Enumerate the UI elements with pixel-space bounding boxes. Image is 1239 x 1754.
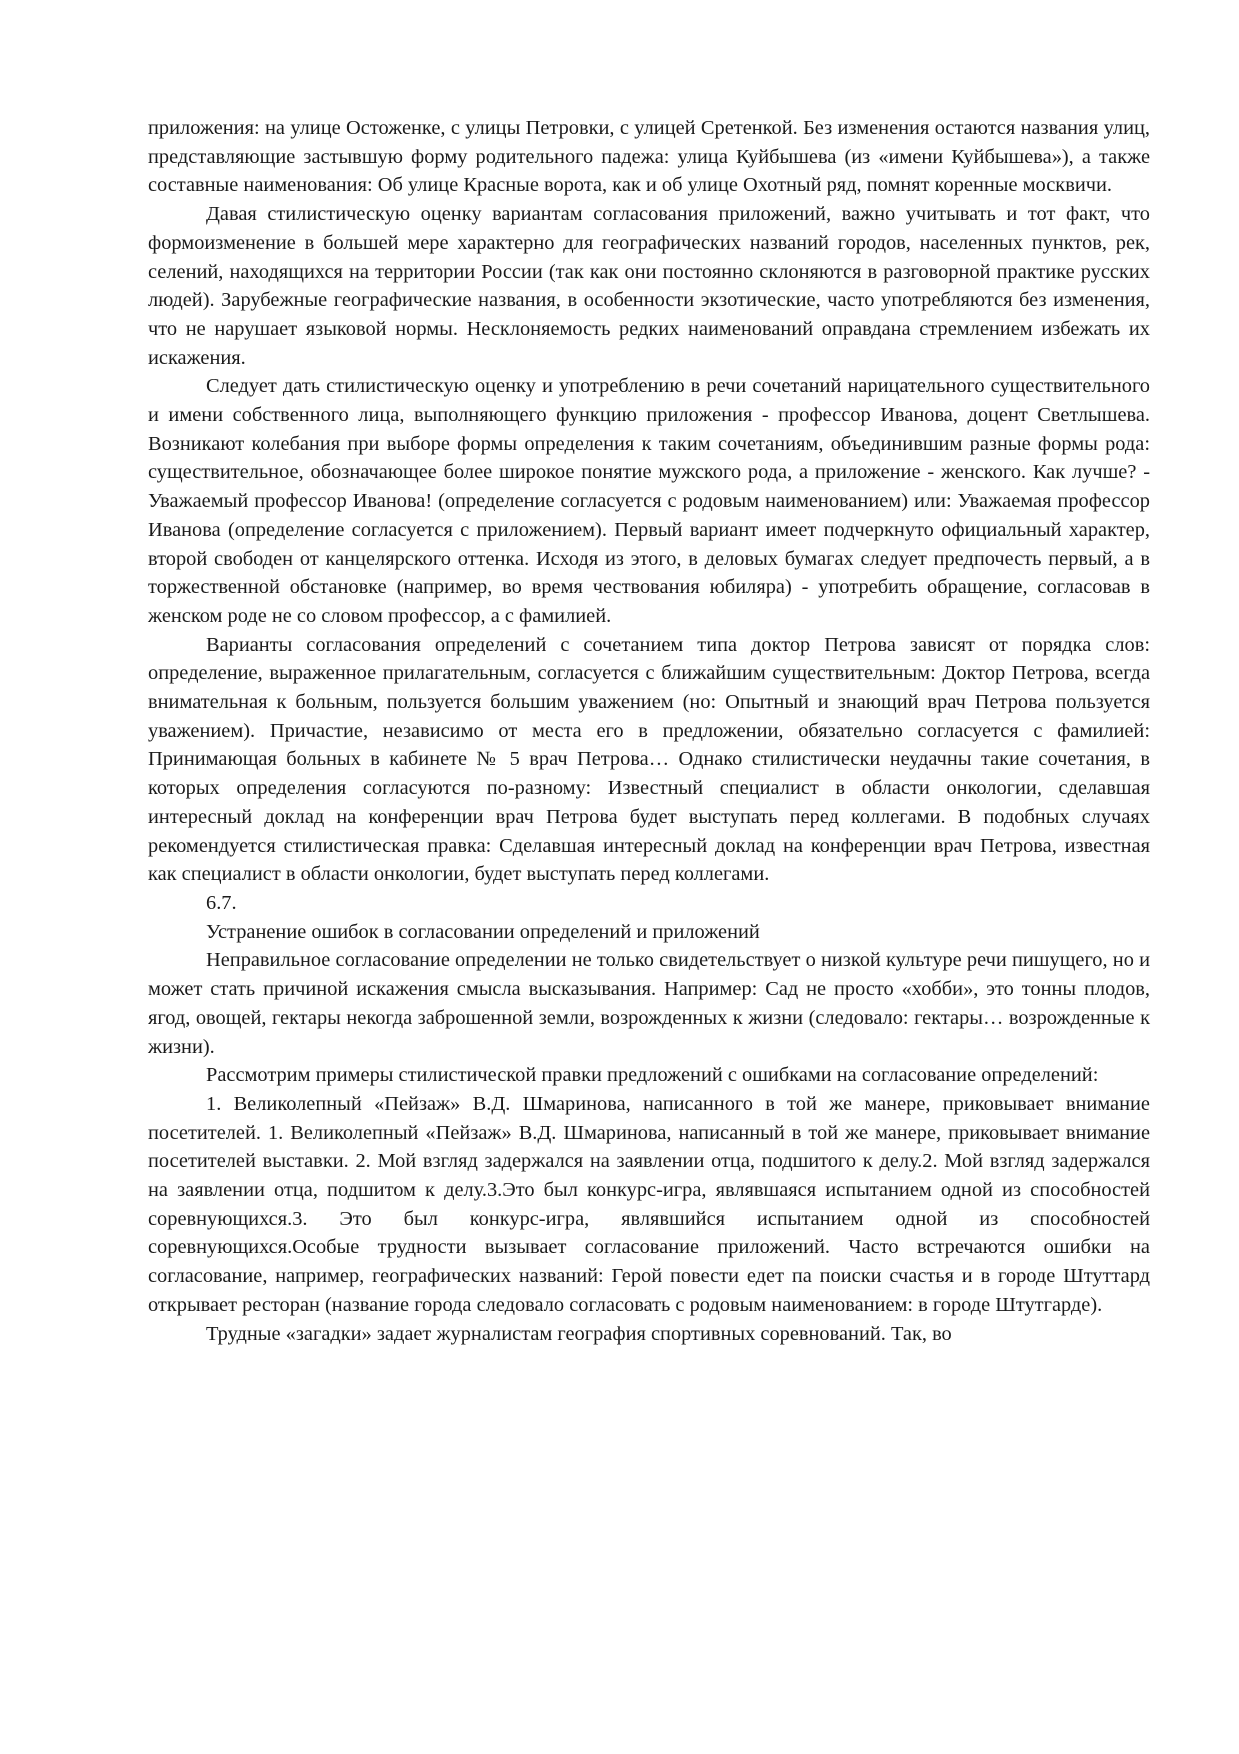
paragraph: 1. Великолепный «Пейзаж» В.Д. Шмаринова, написанного в той же манере, приковывает внимание посетителей. 1. Великолепный «Пейзаж» В.Д. Шмаринова, написанный в той же манере, приковывает внимание посетителей выставки. 2. Мой взгляд задержался на заявлении отца, подшитого к делу.2. Мой взгляд задержался на заявлении отца, подшитом к делу.3.Это был конкурс-игра, являвшаяся испытанием одной из способностей соревнующихся.3. Это был конкурс-игра, являвшийся испытанием одной из способностей соревнующихся.Особые трудности вызывает согласование приложений. Часто встречаются ошибки на согласование, например, географических названий: Герой повести едет па поиски счастья и в городе Штуттард открывает ресторан (название города следовало согласовать с родовым наименованием: в городе Штутгарде). — [148, 1092, 1150, 1316]
paragraph: приложения: на улице Остоженке, с улицы Петровки, с улицей Сретенкой. Без изменения остаются названия улиц, представляющие застывшую форму родительного падежа: улица Куйбышева (из «имени Куйбышева»), а также составные наименования: Об улице Красные ворота, как и об улице Охотный ряд, помнят коренные москвичи. — [148, 117, 1150, 197]
section-number: 6.7. — [206, 891, 237, 914]
paragraph: Следует дать стилистическую оценку и употреблению в речи сочетаний нарицательного существительного и имени собственного лица, выполняющего функцию приложения - профессор Иванова, доцент Светлышева. Возникают колебания при выборе формы определения к таким сочетаниям, объединившим разные формы рода: существительное, обозначающее более широкое понятие мужского рода, а приложение - женского. Как лучше? - Уважаемый профессор Иванова! (определение согласуется с родовым наименованием) или: Уважаемая профессор Иванова (определение согласуется с приложением). Первый вариант имеет подчеркнуто официальный характер, второй свободен от канцелярского оттенка. Исходя из этого, в деловых бумагах следует предпочесть первый, а в торжественной обстановке (например, во время чествования юбиляра) - употребить обращение, согласовав в женском роде не со словом профессор, а с фамилией. — [148, 375, 1150, 627]
document-page — [148, 114, 1150, 1348]
paragraph: Неправильное согласование определении не только свидетельствует о низкой культуре речи пишущего, но и может стать причиной искажения смысла высказывания. Например: Сад не просто «хобби», это тонны плодов, ягод, овощей, гектары некогда заброшенной земли, возрожденных к жизни (следовало: гектары… возрожденные к жизни). — [148, 949, 1150, 1058]
paragraph: Давая стилистическую оценку вариантам согласования приложений, важно учитывать и тот факт, что формоизменение в большей мере характерно для географических названий городов, населенных пунктов, рек, селений, находящихся на территории России (так как они постоянно склоняются в разговорной практике русских людей). Зарубежные географические названия, в особенности экзотические, часто употребляются без изменения, что не нарушает языковой нормы. Несклоняемость редких наименований оправдана стремлением избежать их искажения. — [148, 203, 1150, 369]
paragraph: Трудные «загадки» задает журналистам география спортивных соревнований. Так, во — [206, 1322, 952, 1345]
paragraph: Варианты согласования определений с сочетанием типа доктор Петрова зависят от порядка слов: определение, выраженное прилагательным, согласуется с ближайшим существительным: Доктор Петрова, всегда внимательная к больным, пользуется большим уважением (но: Опытный и знающий врач Петрова пользуется уважением). Причастие, независимо от места его в предложении, обязательно согласуется с фамилией: Принимающая больных в кабинете № 5 врач Петрова… Однако стилистически неудачны такие сочетания, в которых определения согласуются по-разному: Известный специалист в области онкологии, сделавшая интересный доклад на конференции врач Петрова будет выступать перед коллегами. В подобных случаях рекомендуется стилистическая правка: Сделавшая интересный доклад на конференции врач Петрова, известная как специалист в области онкологии, будет выступать перед коллегами. — [148, 633, 1150, 886]
section-title: Устранение ошибок в согласовании определений и приложений — [206, 920, 760, 943]
paragraph: Рассмотрим примеры стилистической правки предложений с ошибками на согласование определений: — [206, 1064, 1099, 1087]
